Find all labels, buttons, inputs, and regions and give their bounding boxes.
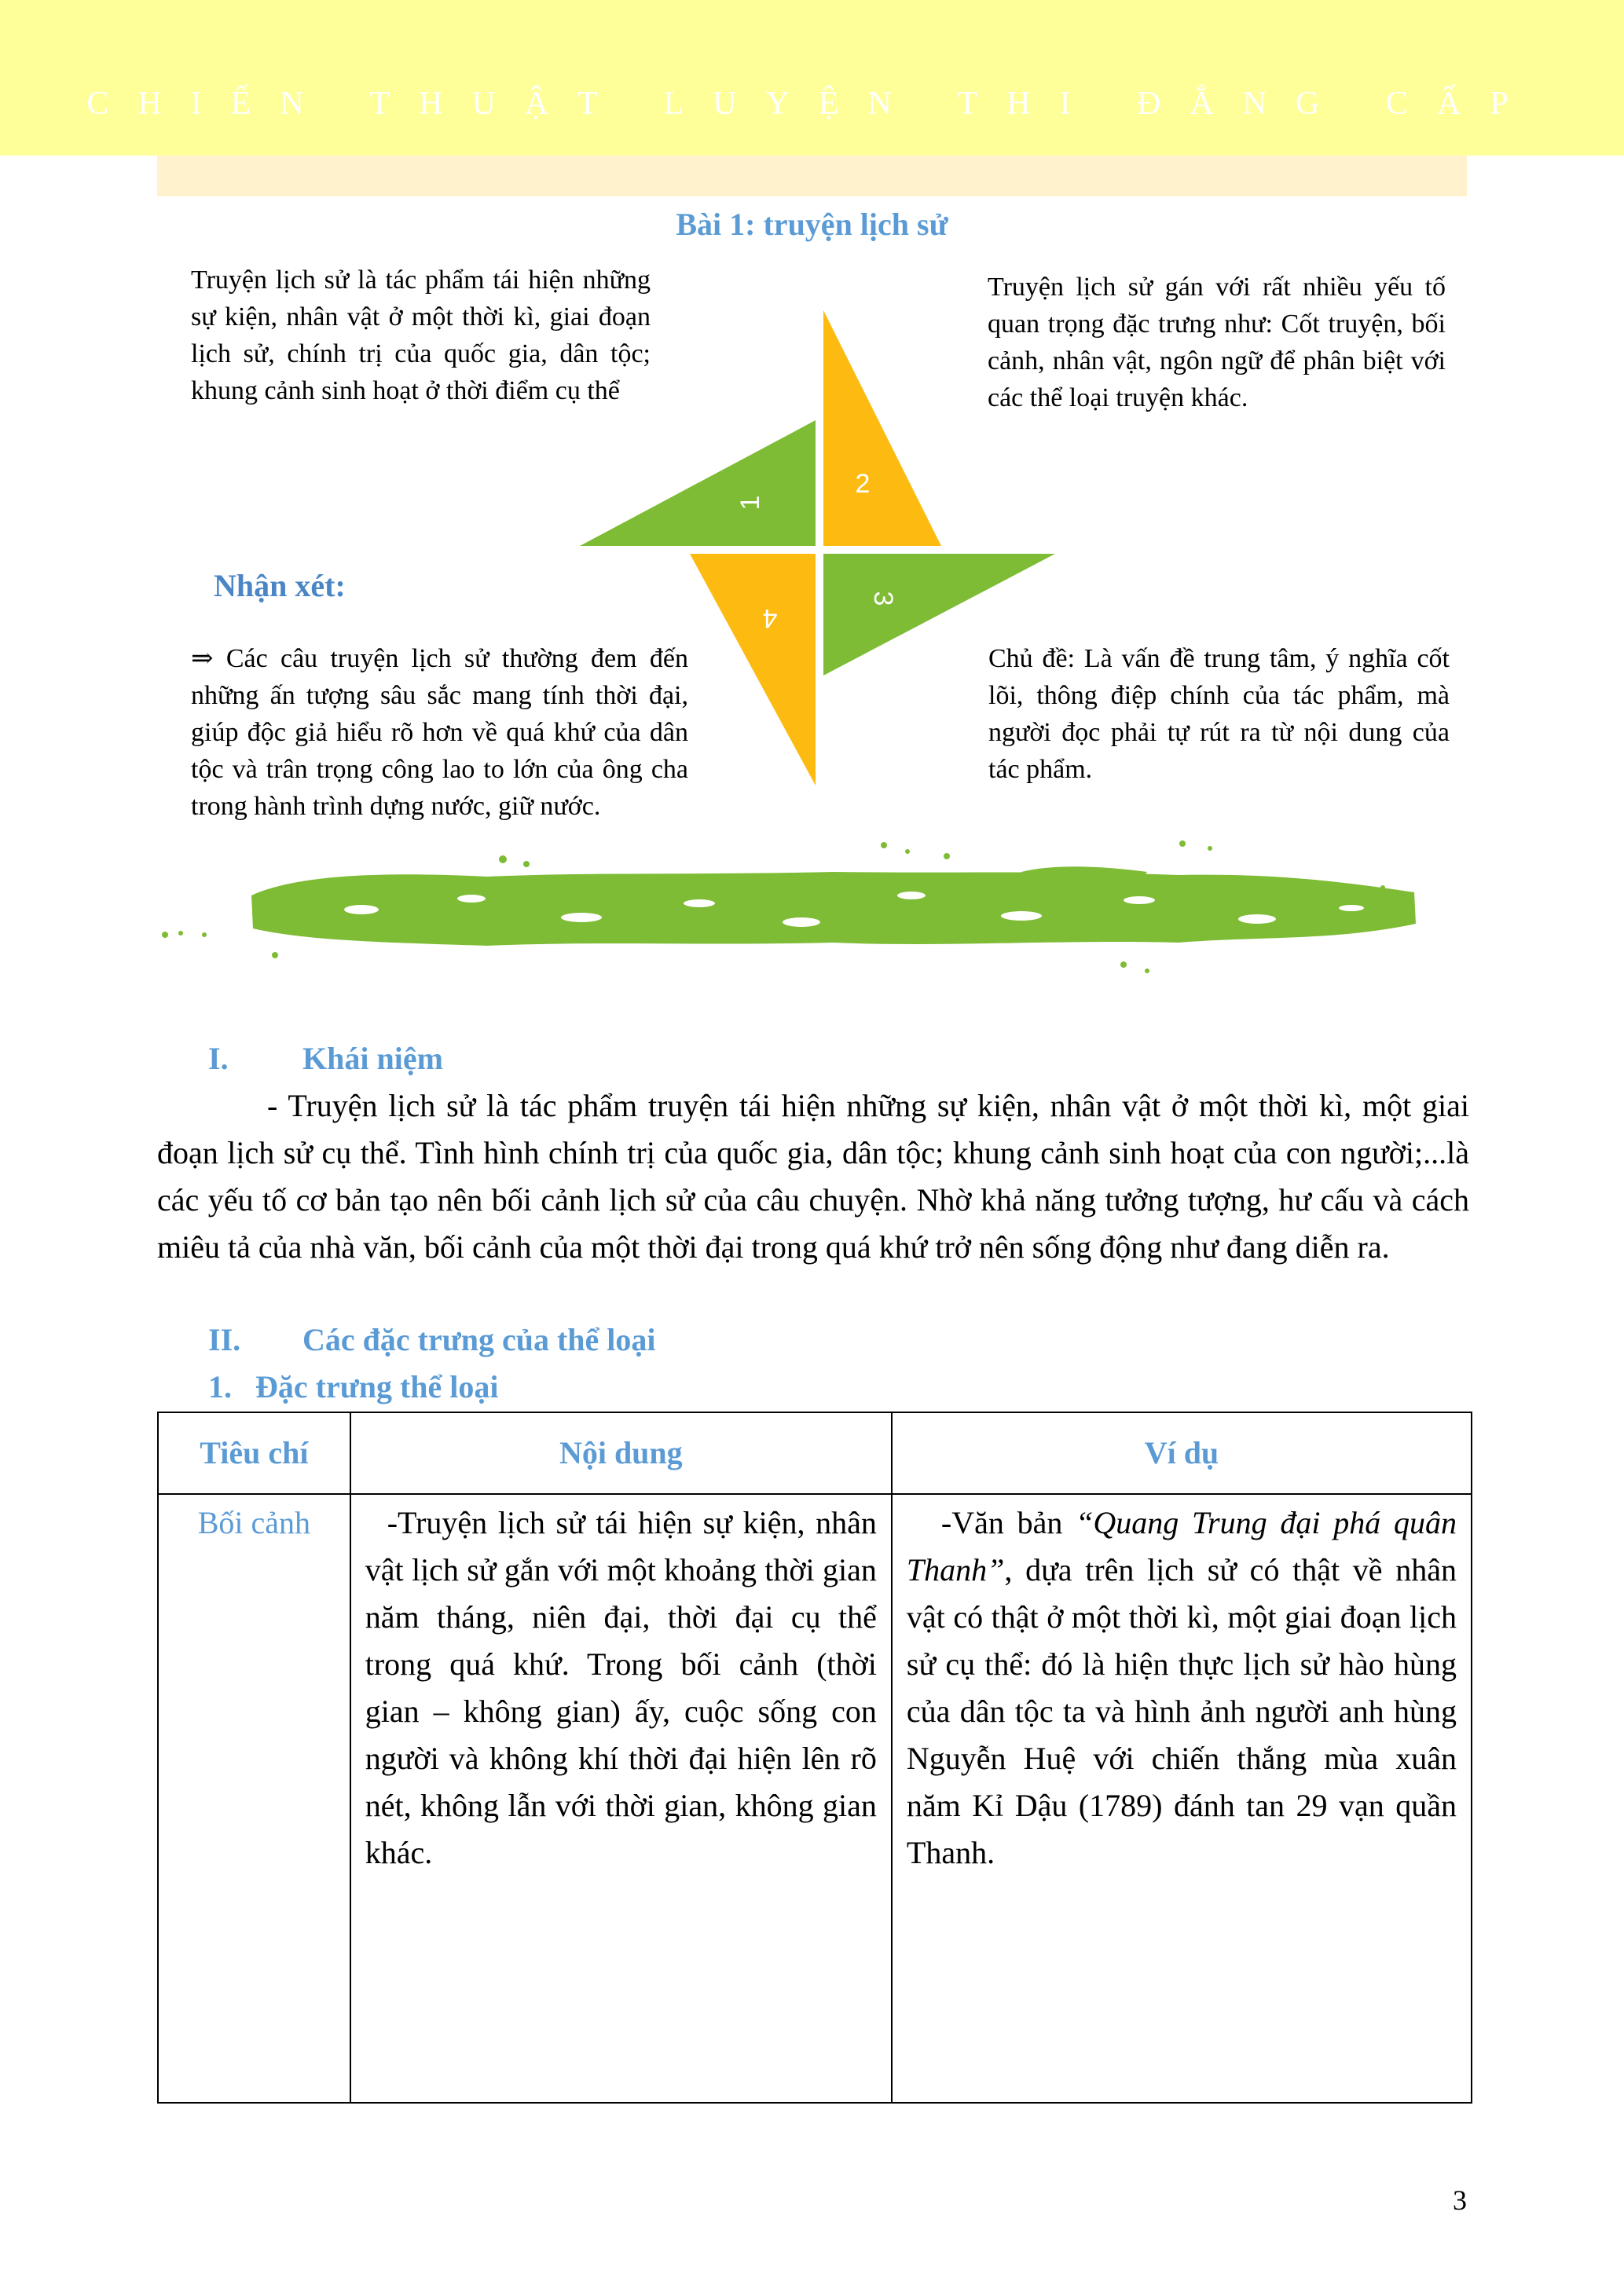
- section-1-paragraph: - Truyện lịch sử là tác phẩm truyện tái hiện những sự kiện, nhân vật ở một thời kì, một giai đoạn lịch sử cụ thể. Tình hình chính trị của quốc gia, dân tộc; khung cảnh sinh hoạt của con người;...là các yếu tố cơ bản tạo nên bối cảnh lịch sử của câu chuyện. Nhờ khả năng tưởng tượng, hư cấu và cách miêu tả của nhà văn, bối cảnh của một thời đại trong quá khứ trở nên sống động như đang diễn ra.: [157, 1088, 1469, 1265]
- pinwheel-segment-1: [580, 420, 816, 546]
- section-2-heading: [157, 1316, 1469, 1364]
- section-2-title: Các đặc trưng của thể loại: [302, 1322, 656, 1357]
- table-header-criterion: Tiêu chí: [158, 1412, 350, 1494]
- section-1-heading: [157, 1035, 1469, 1082]
- subsection-1-title: Đặc trưng thể loại: [255, 1369, 499, 1404]
- subsection-1-number: 1.: [208, 1369, 232, 1404]
- segment-label-1: 1: [735, 495, 765, 511]
- table-header-row: [158, 1412, 1472, 1494]
- subsection-1-heading: [157, 1364, 1469, 1411]
- header-sub-band: [157, 156, 1467, 196]
- table-cell-criterion: Bối cảnh: [158, 1494, 350, 2103]
- header-banner-text: CHIẾN THUẬT LUYỆN THI ĐẲNG CẤP: [86, 86, 1538, 122]
- example-rest: , dựa trên lịch sử có thật về nhân vật có thật ở một thời kì, một giai đoạn lịch sử cụ thể: đó là hiện thực lịch sử hào hùng của dân tộc ta và hình ảnh người anh hùng Nguyễn Huệ với chiến thắng mùa xuân năm Kỉ Dậu (1789) đánh tan 29 vạn quần Thanh.: [906, 1552, 1457, 1870]
- segment-label-3: 3: [868, 591, 898, 606]
- pinwheel-segment-3: [823, 554, 1055, 676]
- mindmap-box-top-right: Truyện lịch sử gán với rất nhiều yếu tố quan trọng đặc trưng như: Cốt truyện, bối cảnh, nhân vật, ngôn ngữ để phân biệt với các thể loại truyện khác.: [988, 273, 1446, 412]
- green-brush-stroke: [157, 817, 1430, 982]
- remark-text: Các câu truyện lịch sử thường đem đến những ấn tượng sâu sắc mang tính thời đại, giúp độc giả hiểu rõ hơn về quá khứ của dân tộc và trân trọng công lao to lớn của ông cha trong hành trình dựng nước, giữ nước.: [191, 644, 688, 821]
- table-row: [158, 1494, 1472, 2103]
- example-title: “Quang Trung đại phá quân Thanh”: [906, 1505, 1457, 1587]
- lesson-title: Bài 1: truyện lịch sử: [676, 207, 948, 242]
- page-number: 3: [1453, 2184, 1467, 2216]
- table-cell-example: [892, 1494, 1472, 2103]
- mindmap-box-bottom-right: Chủ đề: Là vấn đề trung tâm, ý nghĩa cốt lõi, thông điệp chính của tác phẩm, mà người đọc phải tự rút ra từ nội dung của tác phẩm.: [988, 644, 1450, 784]
- content-text: -Truyện lịch sử tái hiện sự kiện, nhân vật lịch sử gắn với một khoảng thời gian năm tháng, niên đại, thời đại cụ thể trong quá khứ. Trong bối cảnh (thời gian – không gian) ấy, cuộc sống con người và không khí thời đại hiện lên rõ nét, không lẫn với thời gian, không gian khác.: [365, 1505, 877, 1870]
- header-band: [0, 0, 1624, 156]
- pinwheel-segment-4: [690, 554, 816, 785]
- segment-label-4: 4: [762, 603, 778, 633]
- example-prefix: -Văn bản: [940, 1505, 1076, 1540]
- segment-label-2: 2: [855, 469, 871, 499]
- table-header-content: Nội dung: [350, 1412, 892, 1494]
- section-1-number: I.: [208, 1041, 229, 1076]
- section-1-title: Khái niệm: [302, 1041, 443, 1076]
- mindmap-box-top-left: Truyện lịch sử là tác phẩm tái hiện những sự kiện, nhân vật ở một thời kì, giai đoạn lịch sử, chính trị của quốc gia, dân tộc; khung cảnh sinh hoạt ở thời điểm cụ thể: [191, 265, 651, 405]
- remark-heading: Nhận xét:: [214, 568, 346, 603]
- pinwheel-diagram: [572, 306, 1059, 817]
- features-table: [157, 1412, 1472, 2104]
- section-1: [157, 1035, 1469, 1271]
- table-header-example: Ví dụ: [892, 1412, 1472, 1494]
- arrow-icon: ⇒: [191, 644, 214, 673]
- pinwheel-segment-2: [823, 310, 941, 546]
- section-2-number: II.: [208, 1322, 241, 1357]
- table-cell-content: [350, 1494, 892, 2103]
- section-2: [157, 1316, 1469, 1411]
